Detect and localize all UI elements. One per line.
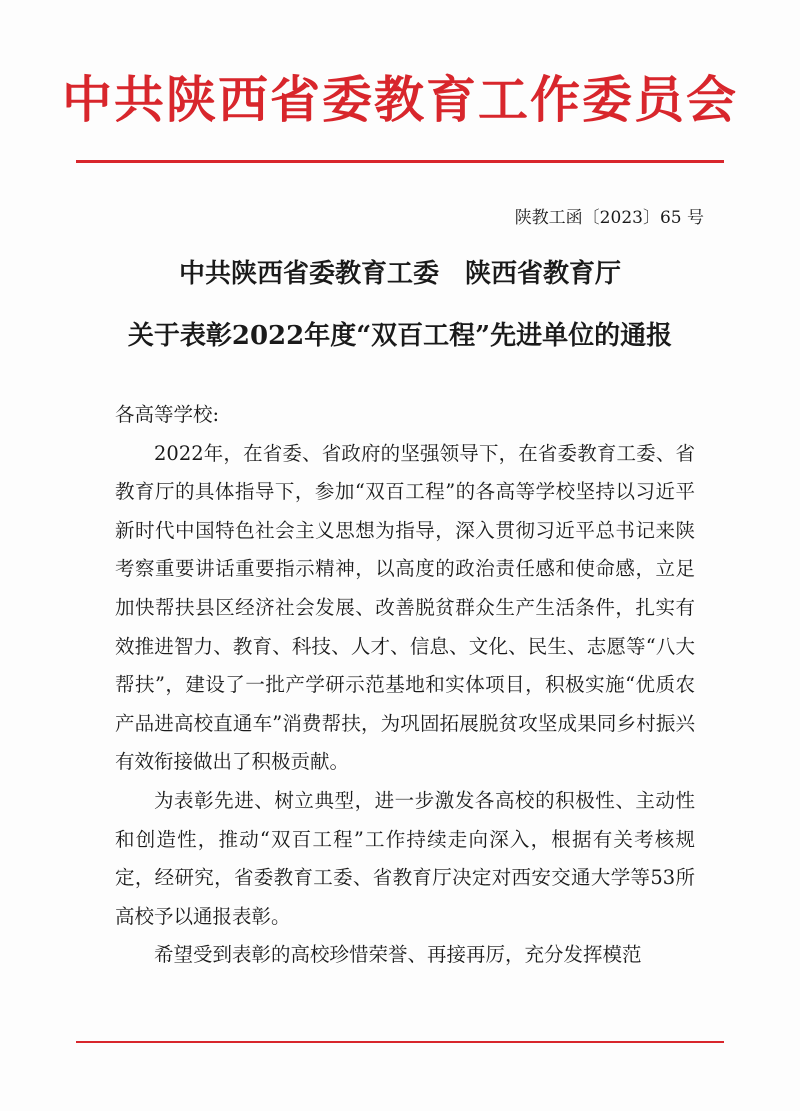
body-paragraph-2: 为表彰先进、树立典型，进一步激发各高校的积极性、主动性和创造性，推动“双百工程”工作持续走向深入，根据有关考核规定，经研究，省委教育工委、省教育厅决定对西安交通大学等53所高校予以通报表彰。 (115, 788, 695, 928)
salutation: 各高等学校: (115, 403, 220, 426)
document-title-line-2: 关于表彰2022年度“双百工程”先进单位的通报 (127, 321, 673, 351)
body-paragraph-3: 希望受到表彰的高校珍惜荣誉、再接再厉，充分发挥模范 (154, 943, 642, 967)
document-title-line-1: 中共陕西省委教育工委 陕西省教育厅 (178, 259, 621, 289)
issuing-organization-header: 中共陕西省委教育工作委员会 (62, 70, 738, 129)
document-number: 陕教工函〔2023〕65 号 (514, 208, 704, 228)
body-paragraph-1: 2022年，在省委、省政府的坚强领导下，在省委教育工委、省教育厅的具体指导下，参加“双百工程”的各高等学校坚持以习近平新时代中国特色社会主义思想为指导，深入贯彻习近平总书记来陕考察重要讲话重要指示精神，以高度的政治责任感和使命感，立足加快帮扶县区经济社会发展、改善脱贫群众生产生活条件，扎实有效推进智力、教育、科技、人才、信息、文化、民生、志愿等“八大帮扶”，建设了一批产学研示范基地和实体项目，积极实施“优质农产品进高校直通车”消费帮扶，为巩固拓展脱贫攻坚成果同乡村振兴有效衔接做出了积极贡献。 (115, 441, 695, 774)
header-red-rule (76, 160, 724, 163)
document-body (115, 396, 695, 975)
footer-red-rule (76, 1041, 724, 1043)
